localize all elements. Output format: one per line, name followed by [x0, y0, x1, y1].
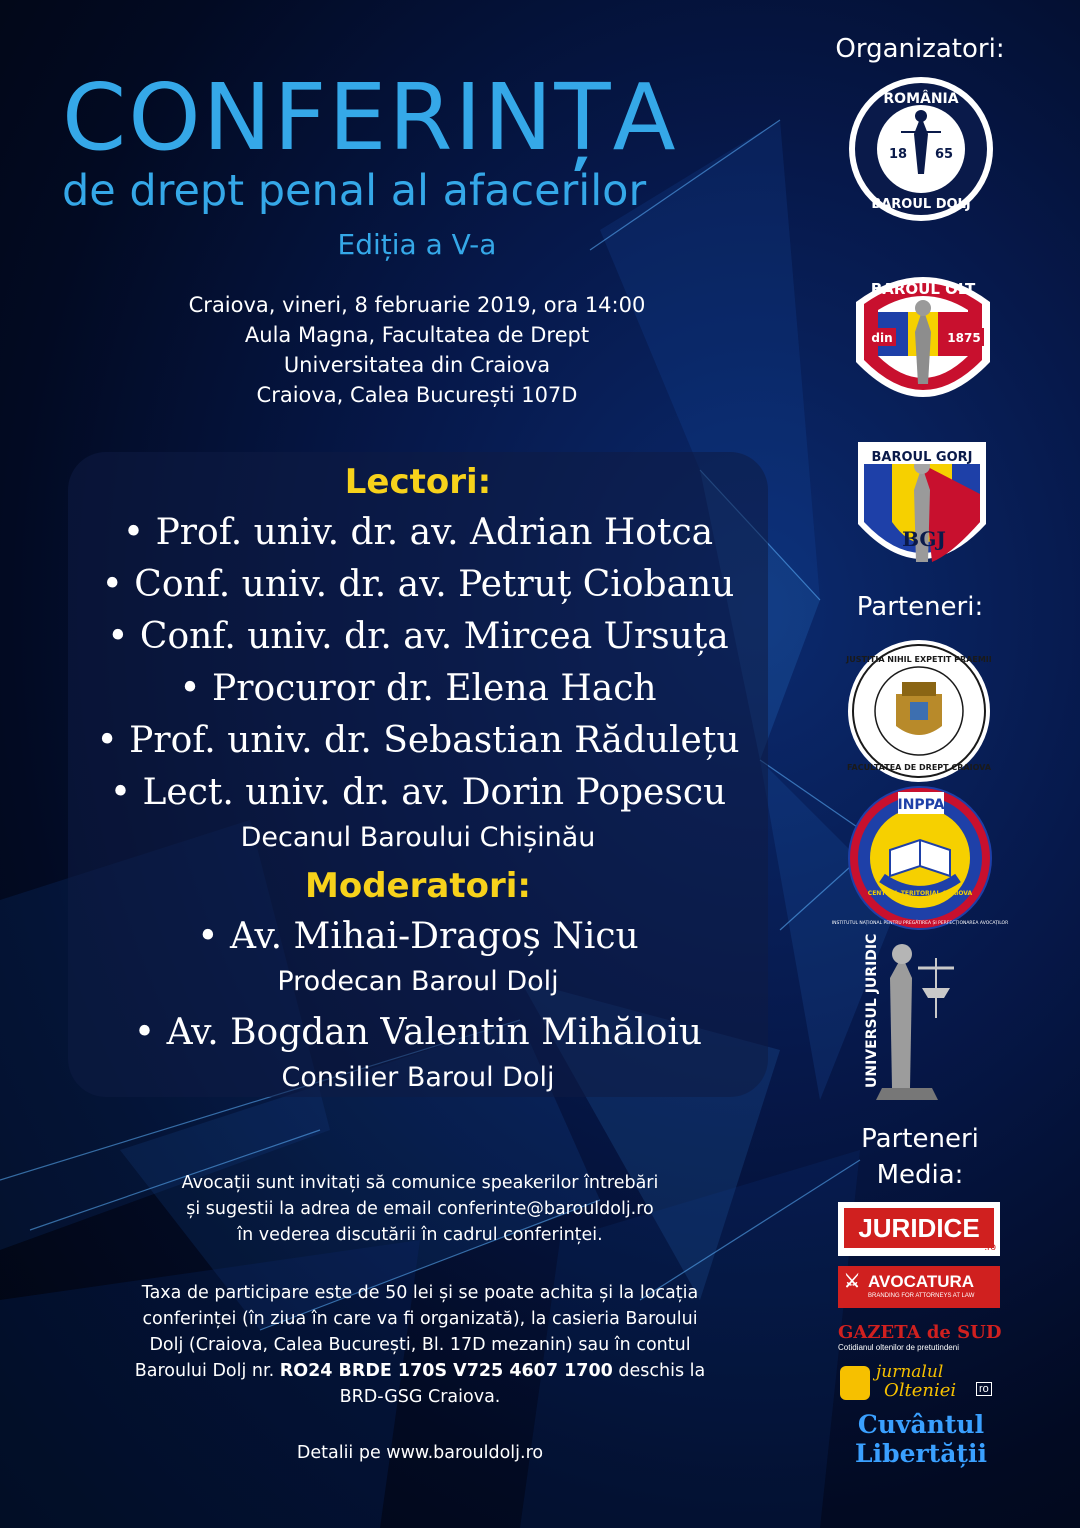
jurnalul-olteniei-logo	[840, 1362, 1004, 1406]
dolj-year-left: 18	[888, 147, 908, 162]
note-line: Taxa de participare este de 50 lei și se poate achita și la locația	[141, 1283, 699, 1303]
dolj-year-right: 65	[934, 147, 954, 162]
jurnalul-icon	[840, 1366, 870, 1400]
faculty-name: FACULTATEA DE DREPT CRAIOVA	[846, 763, 992, 772]
jurnalul-text-2: Olteniei	[884, 1380, 957, 1401]
organizers-label: Organizatori:	[835, 34, 1005, 64]
note-line: și sugestii la adrea de email conferinte@barouldolj.ro	[186, 1199, 654, 1219]
faculty-motto: JUSTITIA NIHIL EXPETIT PRAEMII	[846, 655, 992, 664]
avocatura-text: AVOCATURA	[868, 1272, 975, 1291]
account-prefix: Baroului Dolj nr.	[134, 1361, 275, 1381]
note-line	[80, 1358, 760, 1384]
media-label-line2: Media:	[876, 1160, 964, 1190]
avocatura-icon: ⚔	[844, 1271, 861, 1291]
dolj-bottom-text: BAROUL DOLJ	[871, 197, 971, 212]
gazeta-text: GAZETA de SUD	[838, 1322, 1002, 1343]
olt-top-text: BAROUL OLT	[870, 280, 976, 298]
questions-note	[80, 1170, 760, 1248]
lecturer-item: • Conf. univ. dr. av. Mircea Ursuța	[107, 616, 729, 657]
lecturer-item: • Lect. univ. dr. av. Dorin Popescu	[109, 772, 727, 813]
jurnalul-ro: ro	[976, 1382, 992, 1396]
event-date: Craiova, vineri, 8 februarie 2019, ora 14:00	[188, 293, 646, 317]
lecturer-item: • Prof. univ. dr. av. Adrian Hotca	[122, 512, 714, 553]
bank-account: RO24 BRDE 170S V725 4607 1700	[279, 1361, 613, 1381]
gorj-top-text: BAROUL GORJ	[871, 450, 973, 465]
jurnalul-text-1: jurnalul	[876, 1362, 944, 1382]
olt-din-text: din	[871, 331, 893, 345]
media-label-line1: Parteneri	[861, 1124, 979, 1154]
avocatura-tag: BRANDING FOR ATTORNEYS AT LAW	[868, 1293, 975, 1299]
edition-label: Ediția a V-a	[337, 228, 497, 261]
inppa-ring: INSTITUTUL NAȚIONAL PENTRU PREGĂTIREA ȘI PERFECȚIONAREA AVOCAȚILOR	[831, 921, 1009, 926]
moderator-name: • Av. Mihai-Dragoș Nicu	[197, 916, 639, 957]
fee-note	[80, 1280, 760, 1410]
event-address: Craiova, Calea București 107D	[256, 383, 578, 407]
event-venue: Aula Magna, Facultatea de Drept	[244, 323, 590, 347]
note-line: Avocații sunt invitați să comunice speakerilor întrebări	[181, 1173, 659, 1193]
baroul-dolj-logo	[846, 74, 996, 224]
olt-year-text: 1875	[947, 331, 981, 345]
cuvantul-text-1: Cuvântul	[857, 1410, 985, 1439]
universul-juridic-logo	[862, 933, 958, 1106]
cuvantul-libertatii-logo	[836, 1410, 1006, 1480]
juridice-logo	[838, 1202, 1000, 1256]
conference-subtitle: de drept penal al afacerilor	[62, 166, 647, 216]
juridice-text: JURIDICE	[858, 1213, 980, 1243]
event-info	[62, 290, 772, 410]
faculty-law-craiova-logo	[846, 638, 992, 784]
inppa-logo	[831, 784, 1009, 932]
note-line: BRD-GSG Craiova.	[339, 1387, 501, 1407]
cuvantul-text-2: Libertății	[855, 1439, 987, 1468]
avocatura-logo	[838, 1266, 1000, 1308]
note-line: în vederea discutării în cadrul conferinței.	[237, 1225, 603, 1245]
juridice-ro: .ro	[984, 1242, 996, 1253]
dolj-top-text: ROMÂNIA	[883, 91, 959, 107]
conference-title: CONFERINȚA	[62, 64, 678, 171]
baroul-gorj-logo	[852, 434, 992, 590]
gazeta-tag: Cotidianul oltenilor de pretutindeni	[838, 1343, 959, 1352]
partners-label: Parteneri:	[856, 592, 984, 622]
gorj-monogram: BGJ	[902, 527, 946, 551]
moderator-role: Prodecan Baroul Dolj	[277, 966, 559, 997]
note-line: Dolj (Craiova, Calea București, Bl. 17D mezanin) sau în contul	[149, 1335, 691, 1355]
lecturer-item: • Prof. univ. dr. Sebastian Rădulețu	[96, 720, 740, 761]
universul-juridic-text: UNIVERSUL JURIDIC	[864, 933, 880, 1088]
inppa-band: CENTRUL TERITORIAL CRAIOVA	[867, 890, 973, 897]
lecturer-item: • Conf. univ. dr. av. Petruț Ciobanu	[101, 564, 735, 605]
moderators-heading: Moderatori:	[305, 866, 531, 906]
inppa-acronym: INPPA	[897, 797, 945, 813]
moderator-role: Consilier Baroul Dolj	[281, 1062, 555, 1093]
gazeta-de-sud-logo	[838, 1322, 1002, 1354]
baroul-olt-logo	[848, 262, 998, 418]
lecturer-item: • Procuror dr. Elena Hach	[179, 668, 657, 709]
event-university: Universitatea din Craiova	[283, 353, 551, 377]
note-line: conferinței (în ziua în care va fi organizată), la casieria Baroului	[142, 1309, 698, 1329]
details-link[interactable]: Detalii pe www.barouldolj.ro	[296, 1443, 544, 1463]
lecturer-role: Decanul Baroului Chișinău	[240, 822, 596, 853]
lecturers-heading: Lectori:	[344, 462, 492, 502]
account-suffix: deschis la	[618, 1361, 706, 1381]
moderator-name: • Av. Bogdan Valentin Mihăloiu	[133, 1012, 703, 1053]
